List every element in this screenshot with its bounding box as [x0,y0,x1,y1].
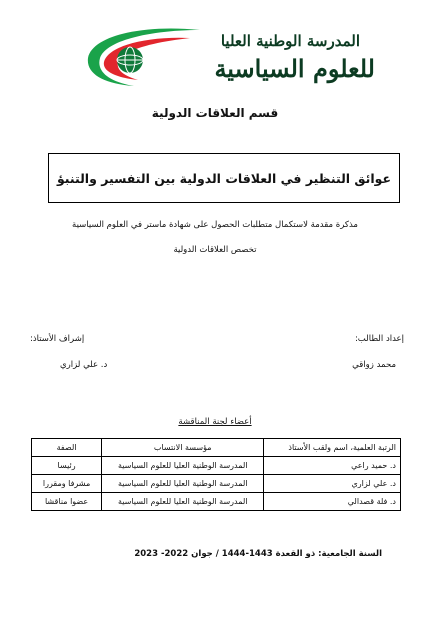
member-institution: المدرسة الوطنية العليا للعلوم السياسية [102,457,264,475]
header-name: الرتبة العلمية، اسم ولقب الأستاذ [264,439,401,457]
student-name: محمد زواقي [352,360,396,370]
member-role: مشرفا ومقررا [32,475,102,493]
member-name: د. حميد راعي [264,457,401,475]
member-role: رئيسا [32,457,102,475]
member-name: د. فلة قصدالي [264,493,401,511]
committee-title: أعضاء لجنة المناقشة [178,417,252,427]
logo-school-name-line2: للعلوم السياسية [214,54,375,83]
prepared-by-label: إعداد الطالب: [354,334,404,344]
academic-year: السنة الجامعية: ذو القعدة 1443-1444 / جوان 2022- 2023 [134,549,382,559]
member-institution: المدرسة الوطنية العليا للعلوم السياسية [102,493,264,511]
thesis-title: عوائق التنظير في العلاقات الدولية بين التفسير والتنبؤ [56,170,392,186]
table-row [32,457,401,475]
member-institution: المدرسة الوطنية العليا للعلوم السياسية [102,475,264,493]
header-institution: مؤسسة الانتساب [102,439,264,457]
committee-table [31,438,401,511]
header-role: الصفة [32,439,102,457]
member-name: د. علي لزاري [264,475,401,493]
thesis-title-box [48,153,400,203]
table-header-row [32,439,401,457]
member-role: عضوا مناقشا [32,493,102,511]
logo-school-name-line1: المدرسة الوطنية العليا [220,32,360,50]
table-row [32,475,401,493]
supervisor-name: د. علي لزاري [60,360,108,370]
table-row [32,493,401,511]
memo-description: مذكرة مقدمة لاستكمال متطلبات الحصول على شهادة ماستر في العلوم السياسية [72,220,358,230]
department-heading: قسم العلاقات الدولية [151,106,279,120]
supervision-label: إشراف الأستاذ: [30,334,85,344]
specialization: تخصص العلاقات الدولية [173,245,257,255]
